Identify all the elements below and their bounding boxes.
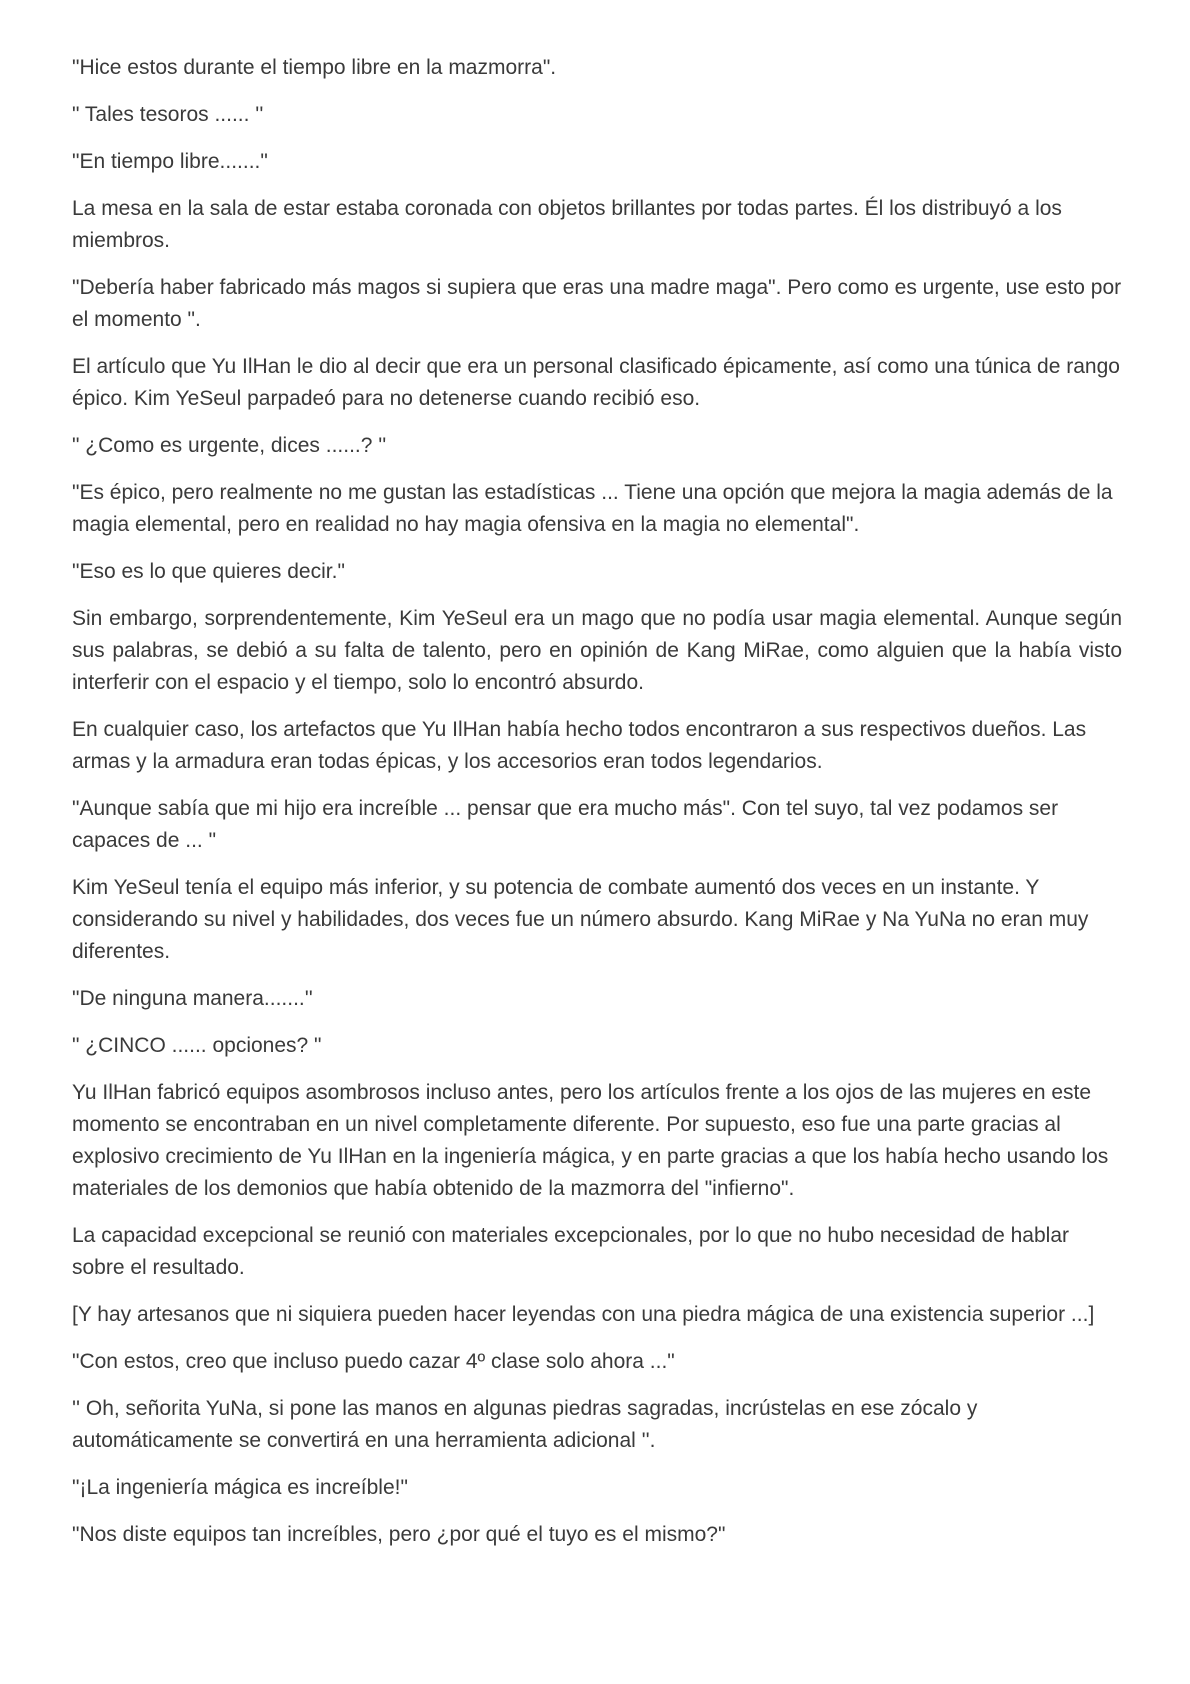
document-body bbox=[72, 52, 1122, 1566]
paragraph: "Es épico, pero realmente no me gustan las estadísticas ... Tiene una opción que mejora la magia además de la magia elemental, pero en realidad no hay magia ofensiva en la magia no elemental". bbox=[72, 481, 1113, 536]
paragraph: La capacidad excepcional se reunió con materiales excepcionales, por lo que no hubo necesidad de hablar sobre el resultado. bbox=[72, 1224, 1070, 1279]
paragraph: " ¿Como es urgente, dices ......? '' bbox=[72, 434, 387, 457]
paragraph: '' Oh, señorita YuNa, si pone las manos en algunas piedras sagradas, incrústelas en ese zócalo y automáticamente se convertirá en una herramienta adicional ''. bbox=[72, 1397, 978, 1452]
paragraph: " Tales tesoros ...... '' bbox=[72, 103, 264, 126]
paragraph: "Debería haber fabricado más magos si supiera que eras una madre maga". Pero como es urgente, use esto por el momento ". bbox=[72, 276, 1122, 331]
paragraph: La mesa en la sala de estar estaba coronada con objetos brillantes por todas partes. Él los distribuyó a los miembros. bbox=[72, 197, 1062, 252]
paragraph: "Nos diste equipos tan increíbles, pero ¿por qué el tuyo es el mismo?" bbox=[72, 1523, 726, 1546]
paragraph: " ¿CINCO ...... opciones? " bbox=[72, 1034, 322, 1057]
paragraph: Sin embargo, sorprendentemente, Kim YeSeul era un mago que no podía usar magia elemental. Aunque según sus palabras, se debió a su falta de talento, pero en opinión de Kang MiRae, como alguien que la había visto interferir con el espacio y el tiempo, solo lo encontró absurdo. bbox=[72, 607, 1122, 694]
paragraph: "Hice estos durante el tiempo libre en la mazmorra". bbox=[72, 56, 557, 79]
paragraph: Yu IlHan fabricó equipos asombrosos incluso antes, pero los artículos frente a los ojos de las mujeres en este momento se encontraban en un nivel completamente diferente. Por supuesto, eso fue una parte gracias al explosivo crecimiento de Yu IlHan en la ingeniería mágica, y en parte gracias a que los había hecho usando los materiales de los demonios que había obtenido de la mazmorra del "infierno". bbox=[72, 1081, 1109, 1200]
paragraph: "¡La ingeniería mágica es increíble!" bbox=[72, 1476, 408, 1499]
paragraph: En cualquier caso, los artefactos que Yu IlHan había hecho todos encontraron a sus respectivos dueños. Las armas y la armadura eran todas épicas, y los accesorios eran todos legendarios. bbox=[72, 718, 1087, 773]
paragraph: El artículo que Yu IlHan le dio al decir que era un personal clasificado épicamente, así como una túnica de rango épico. Kim YeSeul parpadeó para no detenerse cuando recibió eso. bbox=[72, 355, 1120, 410]
paragraph: "De ninguna manera.......'' bbox=[72, 987, 313, 1010]
paragraph: "Aunque sabía que mi hijo era increíble ... pensar que era mucho más". Con tel suyo, tal vez podamos ser capaces de ... " bbox=[72, 797, 1059, 852]
paragraph: "Eso es lo que quieres decir." bbox=[72, 560, 345, 583]
paragraph: Kim YeSeul tenía el equipo más inferior, y su potencia de combate aumentó dos veces en un instante. Y considerando su nivel y habilidades, dos veces fue un número absurdo. Kang MiRae y Na YuNa no eran muy diferentes. bbox=[72, 876, 1089, 963]
paragraph: "Con estos, creo que incluso puedo cazar 4º clase solo ahora ..." bbox=[72, 1350, 675, 1373]
paragraph: [Y hay artesanos que ni siquiera pueden hacer leyendas con una piedra mágica de una existencia superior ...] bbox=[72, 1303, 1095, 1326]
paragraph: "En tiempo libre......." bbox=[72, 150, 268, 173]
